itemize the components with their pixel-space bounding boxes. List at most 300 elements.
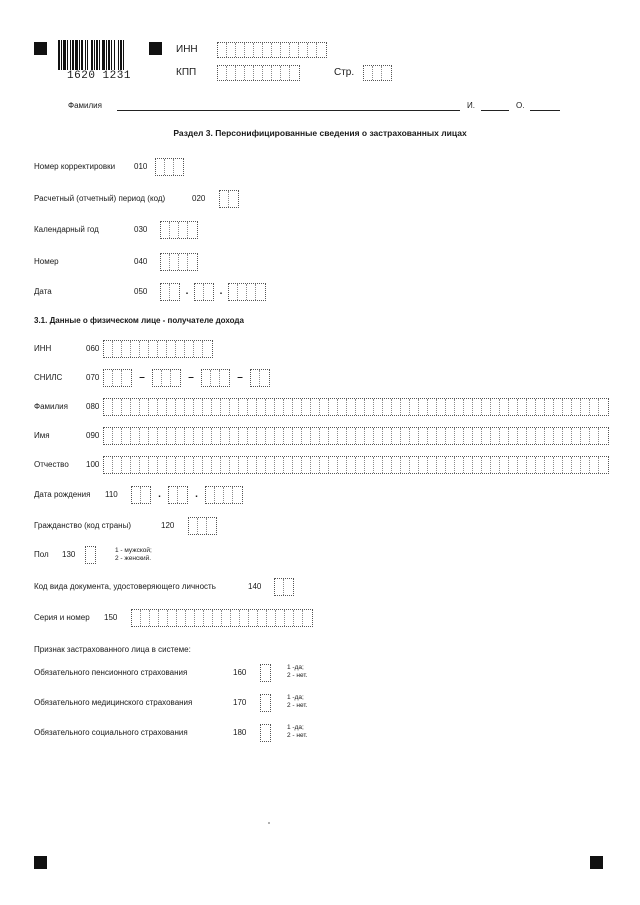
input-box[interactable] bbox=[230, 457, 239, 473]
input-box[interactable] bbox=[356, 428, 365, 444]
input-box[interactable] bbox=[491, 428, 500, 444]
input-box[interactable] bbox=[518, 399, 527, 415]
input-box[interactable] bbox=[261, 695, 270, 711]
input-box[interactable] bbox=[158, 457, 167, 473]
input-box[interactable] bbox=[168, 610, 177, 626]
input-box[interactable] bbox=[275, 428, 284, 444]
input-box[interactable] bbox=[86, 547, 95, 563]
input-box[interactable] bbox=[159, 610, 168, 626]
input-box[interactable] bbox=[293, 399, 302, 415]
input-box[interactable] bbox=[131, 399, 140, 415]
input-box[interactable] bbox=[215, 487, 224, 503]
input-box[interactable] bbox=[455, 399, 464, 415]
input-box[interactable] bbox=[374, 457, 383, 473]
input-box[interactable] bbox=[153, 370, 162, 386]
input-box[interactable] bbox=[428, 457, 437, 473]
input-box[interactable] bbox=[392, 399, 401, 415]
input-box[interactable] bbox=[257, 399, 266, 415]
input-box[interactable] bbox=[356, 457, 365, 473]
input-box[interactable] bbox=[536, 457, 545, 473]
input-box[interactable] bbox=[464, 399, 473, 415]
input-box[interactable] bbox=[247, 284, 256, 300]
input-box[interactable] bbox=[285, 610, 294, 626]
input-box[interactable] bbox=[122, 399, 131, 415]
input-box[interactable] bbox=[437, 399, 446, 415]
input-box[interactable] bbox=[218, 66, 227, 80]
input-box[interactable] bbox=[198, 518, 207, 534]
input-box[interactable] bbox=[455, 457, 464, 473]
input-box[interactable] bbox=[104, 428, 113, 444]
input-box[interactable] bbox=[188, 254, 197, 270]
input-box[interactable] bbox=[140, 457, 149, 473]
input-box[interactable] bbox=[428, 428, 437, 444]
input-box[interactable] bbox=[170, 222, 179, 238]
input-box[interactable] bbox=[284, 399, 293, 415]
input-box[interactable] bbox=[239, 428, 248, 444]
input-box[interactable] bbox=[171, 370, 180, 386]
input-box[interactable] bbox=[204, 610, 213, 626]
input-box[interactable] bbox=[245, 43, 254, 57]
input-box[interactable] bbox=[446, 428, 455, 444]
input-box[interactable] bbox=[473, 428, 482, 444]
input-box[interactable] bbox=[230, 399, 239, 415]
input-box[interactable] bbox=[149, 341, 158, 357]
input-box[interactable] bbox=[158, 399, 167, 415]
input-box[interactable] bbox=[202, 370, 211, 386]
input-box[interactable] bbox=[141, 610, 150, 626]
input-box[interactable] bbox=[581, 457, 590, 473]
input-box[interactable] bbox=[222, 610, 231, 626]
input-box[interactable] bbox=[150, 610, 159, 626]
input-box[interactable] bbox=[206, 487, 215, 503]
input-box[interactable] bbox=[590, 457, 599, 473]
input-box[interactable] bbox=[239, 399, 248, 415]
input-box[interactable] bbox=[482, 399, 491, 415]
input-box[interactable] bbox=[276, 610, 285, 626]
input-box[interactable] bbox=[491, 399, 500, 415]
input-box[interactable] bbox=[260, 370, 269, 386]
input-box[interactable] bbox=[248, 399, 257, 415]
input-box[interactable] bbox=[122, 370, 131, 386]
input-box[interactable] bbox=[518, 428, 527, 444]
input-box[interactable] bbox=[177, 610, 186, 626]
input-box[interactable] bbox=[545, 399, 554, 415]
input-box[interactable] bbox=[176, 399, 185, 415]
input-box[interactable] bbox=[509, 399, 518, 415]
input-box[interactable] bbox=[338, 428, 347, 444]
doc-number-field[interactable] bbox=[131, 609, 313, 627]
input-box[interactable] bbox=[174, 159, 183, 175]
input-box[interactable] bbox=[140, 341, 149, 357]
input-box[interactable] bbox=[563, 457, 572, 473]
correction-field[interactable] bbox=[155, 158, 184, 176]
input-box[interactable] bbox=[165, 159, 174, 175]
input-box[interactable] bbox=[272, 66, 281, 80]
input-box[interactable] bbox=[179, 222, 188, 238]
input-box[interactable] bbox=[545, 457, 554, 473]
input-box[interactable] bbox=[131, 341, 140, 357]
input-box[interactable] bbox=[581, 399, 590, 415]
input-box[interactable] bbox=[347, 399, 356, 415]
input-box[interactable] bbox=[149, 457, 158, 473]
input-box[interactable] bbox=[401, 457, 410, 473]
input-box[interactable] bbox=[220, 191, 229, 207]
input-box[interactable] bbox=[290, 43, 299, 57]
input-box[interactable] bbox=[275, 579, 284, 595]
input-box[interactable] bbox=[113, 370, 122, 386]
input-box[interactable] bbox=[204, 284, 213, 300]
header-initial-i-line[interactable] bbox=[481, 110, 509, 111]
input-box[interactable] bbox=[176, 457, 185, 473]
input-box[interactable] bbox=[266, 457, 275, 473]
input-box[interactable] bbox=[231, 610, 240, 626]
input-box[interactable] bbox=[382, 66, 391, 80]
input-box[interactable] bbox=[455, 428, 464, 444]
input-box[interactable] bbox=[383, 457, 392, 473]
input-box[interactable] bbox=[392, 428, 401, 444]
person-inn-field[interactable] bbox=[103, 340, 213, 358]
input-box[interactable] bbox=[302, 399, 311, 415]
input-box[interactable] bbox=[410, 457, 419, 473]
input-box[interactable] bbox=[256, 284, 265, 300]
patronymic-field[interactable] bbox=[103, 456, 609, 474]
snils-field[interactable] bbox=[103, 369, 270, 387]
input-box[interactable] bbox=[113, 341, 122, 357]
input-box[interactable] bbox=[104, 341, 113, 357]
input-box[interactable] bbox=[167, 428, 176, 444]
input-box[interactable] bbox=[263, 66, 272, 80]
input-box[interactable] bbox=[419, 399, 428, 415]
input-box[interactable] bbox=[599, 399, 608, 415]
input-box[interactable] bbox=[176, 341, 185, 357]
input-box[interactable] bbox=[224, 487, 233, 503]
input-box[interactable] bbox=[140, 399, 149, 415]
input-box[interactable] bbox=[212, 457, 221, 473]
insurance-pension-field[interactable] bbox=[260, 664, 271, 682]
input-box[interactable] bbox=[104, 399, 113, 415]
input-box[interactable] bbox=[500, 428, 509, 444]
input-box[interactable] bbox=[230, 428, 239, 444]
input-box[interactable] bbox=[320, 457, 329, 473]
input-box[interactable] bbox=[249, 610, 258, 626]
input-box[interactable] bbox=[383, 399, 392, 415]
input-box[interactable] bbox=[122, 341, 131, 357]
input-box[interactable] bbox=[178, 487, 187, 503]
input-box[interactable] bbox=[104, 370, 113, 386]
input-box[interactable] bbox=[527, 428, 536, 444]
input-box[interactable] bbox=[220, 370, 229, 386]
input-box[interactable] bbox=[185, 457, 194, 473]
input-box[interactable] bbox=[536, 428, 545, 444]
input-box[interactable] bbox=[374, 428, 383, 444]
insurance-social-field[interactable] bbox=[260, 724, 271, 742]
input-box[interactable] bbox=[509, 457, 518, 473]
input-box[interactable] bbox=[229, 191, 238, 207]
input-box[interactable] bbox=[303, 610, 312, 626]
input-box[interactable] bbox=[563, 428, 572, 444]
input-box[interactable] bbox=[267, 610, 276, 626]
insurance-medical-field[interactable] bbox=[260, 694, 271, 712]
input-box[interactable] bbox=[356, 399, 365, 415]
input-box[interactable] bbox=[170, 254, 179, 270]
input-box[interactable] bbox=[185, 399, 194, 415]
input-box[interactable] bbox=[122, 457, 131, 473]
input-box[interactable] bbox=[554, 457, 563, 473]
input-box[interactable] bbox=[221, 457, 230, 473]
input-box[interactable] bbox=[245, 66, 254, 80]
input-box[interactable] bbox=[162, 370, 171, 386]
input-box[interactable] bbox=[410, 399, 419, 415]
input-box[interactable] bbox=[518, 457, 527, 473]
input-box[interactable] bbox=[446, 457, 455, 473]
input-box[interactable] bbox=[311, 428, 320, 444]
input-box[interactable] bbox=[572, 399, 581, 415]
insurance-social-hint bbox=[287, 724, 307, 739]
input-box[interactable] bbox=[302, 428, 311, 444]
input-box[interactable] bbox=[263, 43, 272, 57]
input-box[interactable] bbox=[254, 43, 263, 57]
input-box[interactable] bbox=[437, 457, 446, 473]
input-box[interactable] bbox=[311, 399, 320, 415]
input-box[interactable] bbox=[261, 665, 270, 681]
input-box[interactable] bbox=[581, 428, 590, 444]
input-box[interactable] bbox=[257, 457, 266, 473]
input-box[interactable] bbox=[140, 428, 149, 444]
input-box[interactable] bbox=[212, 399, 221, 415]
name-label: Имя bbox=[34, 431, 50, 440]
input-box[interactable] bbox=[599, 428, 608, 444]
input-box[interactable] bbox=[590, 399, 599, 415]
input-box[interactable] bbox=[272, 43, 281, 57]
input-box[interactable] bbox=[221, 399, 230, 415]
input-box[interactable] bbox=[132, 610, 141, 626]
input-box[interactable] bbox=[554, 428, 563, 444]
input-box[interactable] bbox=[364, 66, 373, 80]
input-box[interactable] bbox=[104, 457, 113, 473]
input-box[interactable] bbox=[473, 457, 482, 473]
input-box[interactable] bbox=[509, 428, 518, 444]
input-box[interactable] bbox=[281, 66, 290, 80]
input-box[interactable] bbox=[158, 428, 167, 444]
input-box[interactable] bbox=[195, 284, 204, 300]
input-box[interactable] bbox=[284, 428, 293, 444]
year-field[interactable] bbox=[160, 221, 198, 239]
input-box[interactable] bbox=[149, 399, 158, 415]
input-box[interactable] bbox=[446, 399, 455, 415]
input-box[interactable] bbox=[275, 399, 284, 415]
input-box[interactable] bbox=[170, 284, 179, 300]
input-box[interactable] bbox=[338, 399, 347, 415]
surname-field[interactable] bbox=[103, 398, 609, 416]
input-box[interactable] bbox=[437, 428, 446, 444]
input-box[interactable] bbox=[419, 428, 428, 444]
input-box[interactable] bbox=[527, 399, 536, 415]
input-box[interactable] bbox=[149, 428, 158, 444]
input-box[interactable] bbox=[212, 428, 221, 444]
input-box[interactable] bbox=[122, 428, 131, 444]
input-box[interactable] bbox=[179, 254, 188, 270]
input-box[interactable] bbox=[482, 428, 491, 444]
input-box[interactable] bbox=[185, 341, 194, 357]
input-box[interactable] bbox=[248, 457, 257, 473]
input-box[interactable] bbox=[167, 399, 176, 415]
input-box[interactable] bbox=[176, 428, 185, 444]
header-initial-o-line[interactable] bbox=[530, 110, 560, 111]
input-box[interactable] bbox=[211, 370, 220, 386]
input-box[interactable] bbox=[428, 399, 437, 415]
doc-type-field[interactable] bbox=[274, 578, 294, 596]
input-box[interactable] bbox=[203, 428, 212, 444]
input-box[interactable] bbox=[213, 610, 222, 626]
input-box[interactable] bbox=[195, 610, 204, 626]
input-box[interactable] bbox=[236, 43, 245, 57]
input-box[interactable] bbox=[482, 457, 491, 473]
input-box[interactable] bbox=[320, 428, 329, 444]
input-box[interactable] bbox=[233, 487, 242, 503]
input-box[interactable] bbox=[302, 457, 311, 473]
input-box[interactable] bbox=[239, 457, 248, 473]
input-box[interactable] bbox=[188, 222, 197, 238]
input-box[interactable] bbox=[536, 399, 545, 415]
input-box[interactable] bbox=[527, 457, 536, 473]
input-box[interactable] bbox=[254, 66, 263, 80]
input-box[interactable] bbox=[500, 399, 509, 415]
input-box[interactable] bbox=[299, 43, 308, 57]
input-box[interactable] bbox=[131, 428, 140, 444]
input-box[interactable] bbox=[563, 399, 572, 415]
input-box[interactable] bbox=[240, 610, 249, 626]
input-box[interactable] bbox=[194, 428, 203, 444]
input-box[interactable] bbox=[266, 399, 275, 415]
citizenship-field[interactable] bbox=[188, 517, 217, 535]
input-box[interactable] bbox=[203, 457, 212, 473]
header-inn-field[interactable] bbox=[217, 41, 327, 59]
input-box[interactable] bbox=[158, 341, 167, 357]
input-box[interactable] bbox=[218, 43, 227, 57]
input-box[interactable] bbox=[221, 428, 230, 444]
header-surname-line[interactable] bbox=[117, 110, 460, 111]
input-box[interactable] bbox=[203, 341, 212, 357]
input-box[interactable] bbox=[500, 457, 509, 473]
input-box[interactable] bbox=[464, 428, 473, 444]
input-box[interactable] bbox=[410, 428, 419, 444]
input-box[interactable] bbox=[113, 428, 122, 444]
input-box[interactable] bbox=[373, 66, 382, 80]
input-box[interactable] bbox=[284, 579, 293, 595]
input-box[interactable] bbox=[203, 399, 212, 415]
input-box[interactable] bbox=[167, 341, 176, 357]
input-box[interactable] bbox=[266, 428, 275, 444]
input-box[interactable] bbox=[194, 457, 203, 473]
input-box[interactable] bbox=[572, 457, 581, 473]
input-box[interactable] bbox=[251, 370, 260, 386]
gender-field[interactable] bbox=[85, 546, 96, 564]
input-box[interactable] bbox=[473, 399, 482, 415]
input-box[interactable] bbox=[189, 518, 198, 534]
input-box[interactable] bbox=[365, 399, 374, 415]
input-box[interactable] bbox=[338, 457, 347, 473]
input-box[interactable] bbox=[392, 457, 401, 473]
input-box[interactable] bbox=[329, 428, 338, 444]
input-box[interactable] bbox=[156, 159, 165, 175]
input-box[interactable] bbox=[284, 457, 293, 473]
input-box[interactable] bbox=[161, 254, 170, 270]
period-field[interactable] bbox=[219, 190, 239, 208]
header-kpp-field[interactable] bbox=[217, 64, 300, 82]
input-box[interactable] bbox=[236, 66, 245, 80]
input-box[interactable] bbox=[554, 399, 563, 415]
input-box[interactable] bbox=[294, 610, 303, 626]
birthdate-field[interactable] bbox=[131, 486, 243, 504]
input-box[interactable] bbox=[167, 457, 176, 473]
input-box[interactable] bbox=[161, 222, 170, 238]
input-box[interactable] bbox=[347, 428, 356, 444]
input-box[interactable] bbox=[275, 457, 284, 473]
date-field[interactable] bbox=[160, 283, 266, 301]
input-box[interactable] bbox=[194, 341, 203, 357]
input-box[interactable] bbox=[194, 399, 203, 415]
input-box[interactable] bbox=[238, 284, 247, 300]
input-box[interactable] bbox=[131, 457, 140, 473]
input-box[interactable] bbox=[113, 399, 122, 415]
input-box[interactable] bbox=[293, 457, 302, 473]
number-field[interactable] bbox=[160, 253, 198, 271]
input-box[interactable] bbox=[329, 457, 338, 473]
input-box[interactable] bbox=[227, 43, 236, 57]
input-box[interactable] bbox=[293, 428, 302, 444]
input-box[interactable] bbox=[419, 457, 428, 473]
input-box[interactable] bbox=[401, 428, 410, 444]
input-box[interactable] bbox=[308, 43, 317, 57]
input-box[interactable] bbox=[229, 284, 238, 300]
input-box[interactable] bbox=[374, 399, 383, 415]
input-box[interactable] bbox=[590, 428, 599, 444]
input-box[interactable] bbox=[113, 457, 122, 473]
input-box[interactable] bbox=[258, 610, 267, 626]
insurance-medical-hint-no: 2 - нет. bbox=[287, 701, 308, 709]
input-box[interactable] bbox=[599, 457, 608, 473]
input-box[interactable] bbox=[207, 518, 216, 534]
header-page-field[interactable] bbox=[363, 64, 392, 82]
input-box[interactable] bbox=[320, 399, 329, 415]
input-box[interactable] bbox=[227, 66, 236, 80]
input-box[interactable] bbox=[383, 428, 392, 444]
input-box[interactable] bbox=[261, 725, 270, 741]
input-box[interactable] bbox=[132, 487, 141, 503]
input-box[interactable] bbox=[281, 43, 290, 57]
input-box[interactable] bbox=[290, 66, 299, 80]
input-box[interactable] bbox=[141, 487, 150, 503]
input-box[interactable] bbox=[464, 457, 473, 473]
input-box[interactable] bbox=[185, 428, 194, 444]
input-box[interactable] bbox=[169, 487, 178, 503]
input-box[interactable] bbox=[186, 610, 195, 626]
input-box[interactable] bbox=[545, 428, 554, 444]
input-box[interactable] bbox=[401, 399, 410, 415]
input-box[interactable] bbox=[365, 428, 374, 444]
input-box[interactable] bbox=[161, 284, 170, 300]
input-box[interactable] bbox=[317, 43, 326, 57]
input-box[interactable] bbox=[347, 457, 356, 473]
input-box[interactable] bbox=[257, 428, 266, 444]
input-box[interactable] bbox=[311, 457, 320, 473]
input-box[interactable] bbox=[365, 457, 374, 473]
input-box[interactable] bbox=[572, 428, 581, 444]
input-box[interactable] bbox=[491, 457, 500, 473]
name-field[interactable] bbox=[103, 427, 609, 445]
input-box[interactable] bbox=[248, 428, 257, 444]
input-box[interactable] bbox=[329, 399, 338, 415]
